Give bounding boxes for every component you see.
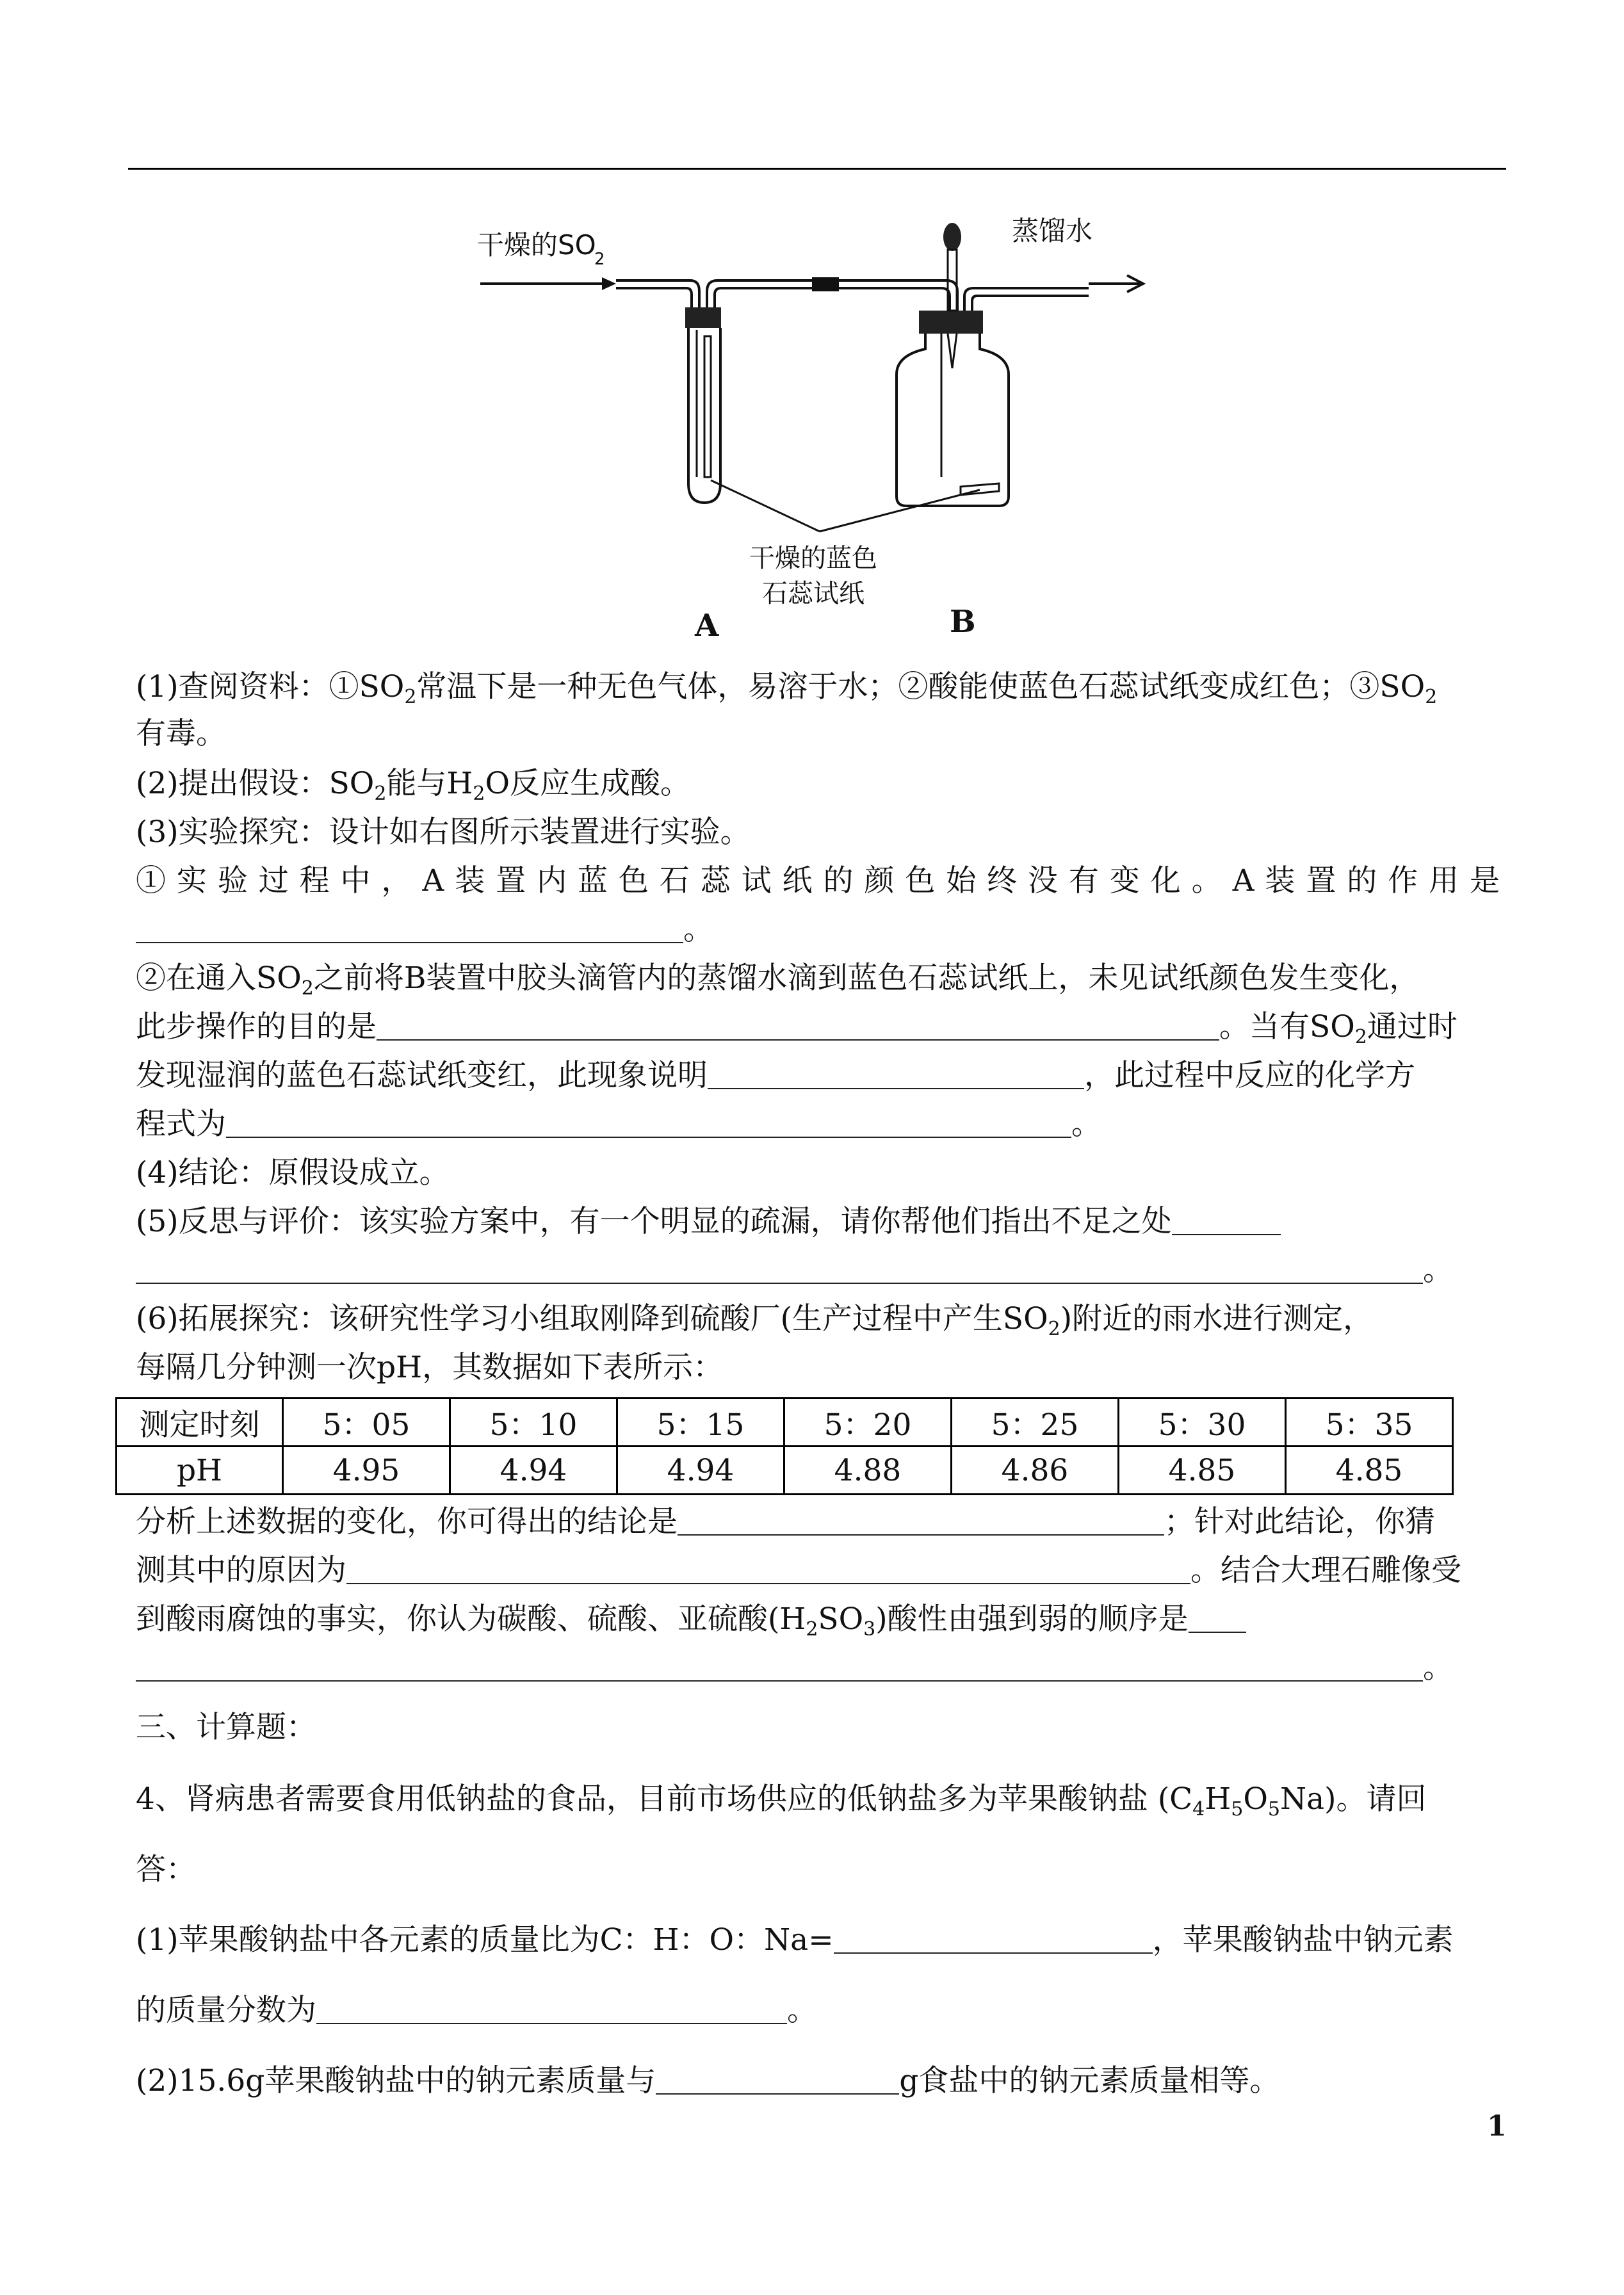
answer-blank-order-start[interactable]	[1189, 1603, 1246, 1633]
step3-q1: ①实验过程中，A装置内蓝色石蕊试纸的颜色始终没有变化。A装置的作用是	[136, 863, 1500, 898]
answer-blank-equation[interactable]	[226, 1108, 1071, 1138]
label-a: A	[695, 608, 719, 640]
table-cell: 5：10	[450, 1399, 617, 1447]
answer-blank-flaw[interactable]	[136, 1254, 1423, 1284]
rubber-joint	[812, 277, 839, 291]
table-cell: 5：05	[283, 1399, 450, 1447]
table-cell: 5：15	[617, 1399, 784, 1447]
table-row-ph	[117, 1447, 1453, 1495]
answer-blank-salt-mass[interactable]	[656, 2065, 899, 2095]
inlet-arrowhead	[602, 277, 616, 290]
tube-a-inlet	[616, 280, 699, 307]
answer-blank-a-purpose[interactable]	[136, 914, 683, 943]
dropper-bulb	[943, 223, 961, 251]
analysis-line4: 。	[136, 1649, 1500, 1687]
table-cell: 4.88	[784, 1447, 952, 1495]
step3-q2-line2: 此步操作的目的是 。当有$SO_2$通过时	[136, 1009, 1458, 1048]
table-cell: 4.85	[1286, 1447, 1453, 1495]
dropper-tip	[948, 334, 957, 368]
pointer-line-b	[820, 490, 980, 531]
calc-q4-line1: 4、肾病患者需要食用低钠盐的食品，目前市场供应的低钠盐多为苹果酸钠盐 $(C_4H_5O_5Na)$。请回	[136, 1781, 1427, 1821]
table-cell: 4.85	[1119, 1447, 1286, 1495]
step4-conclusion: (4)结论：原假设成立。	[136, 1155, 450, 1190]
label-b: B	[950, 604, 976, 640]
step6-line2: 每隔几分钟测一次pH，其数据如下表所示：	[136, 1350, 724, 1385]
label-dry-so2: 干燥的SO	[477, 229, 596, 261]
step3-setup: (3)实验探究：设计如右图所示装置进行实验。	[136, 815, 751, 850]
calc-p1-line1: (1)苹果酸钠盐中各元素的质量比为C：H：O：Na= ，苹果酸钠盐中钠元素	[136, 1922, 1454, 1958]
step1-line1: (1)查阅资料：$①SO_2$常温下是一种无色气体，易溶于水；②酸能使蓝色石蕊试纸变成红色；$③SO_2$	[136, 669, 1438, 708]
step3-q2-line3: 发现湿润的蓝色石蕊试纸变红，此现象说明 ，此过程中反应的化学方	[136, 1058, 1415, 1093]
answer-blank-phenomenon[interactable]	[708, 1060, 1084, 1089]
table-cell: 5：30	[1119, 1399, 1286, 1447]
table-header-ph: pH	[117, 1447, 283, 1495]
step1-line2: 有毒。	[136, 716, 226, 751]
table-cell: 4.94	[450, 1447, 617, 1495]
calc-p2: (2)15.6g苹果酸钠盐中的钠元素质量与 g食盐中的钠元素质量相等。	[136, 2063, 1280, 2098]
answer-blank-mass-ratio[interactable]	[834, 1924, 1153, 1954]
step3-q1-blank-line: 。	[136, 911, 1500, 949]
answer-blank-acid-order[interactable]	[136, 1652, 1423, 1682]
answer-blank-flaw-start[interactable]	[1172, 1206, 1281, 1235]
step6-line1: (6)拓展探究：该研究性学习小组取刚降到硫酸厂(生产过程中产生$SO_2$)附近的雨水进行测定，	[136, 1301, 1374, 1340]
table-header-time: 测定时刻	[117, 1399, 283, 1447]
table-cell: 4.94	[617, 1447, 784, 1495]
apparatus-figure	[448, 202, 1185, 640]
analysis-line1: 分析上述数据的变化，你可得出的结论是 ；针对此结论，你猜	[136, 1504, 1435, 1539]
answer-blank-mass-fraction[interactable]	[316, 1995, 787, 2024]
calc-q4-line2: 答：	[136, 1852, 196, 1887]
page-number: 1	[1487, 2110, 1507, 2143]
stopper-b	[919, 311, 983, 334]
label-distilled-water: 蒸馏水	[1012, 215, 1093, 247]
step5-reflection: (5)反思与评价：该实验方案中，有一个明显的疏漏，请你帮他们指出不足之处	[136, 1203, 1500, 1241]
label-dry-so2-sub: 2	[594, 250, 605, 269]
calc-p1-line2: 的质量分数为 。	[136, 1993, 817, 2028]
table-cell: 4.86	[952, 1447, 1119, 1495]
step3-q2-line1: ②在通入$SO_2$之前将B装置中胶头滴管内的蒸馏水滴到蓝色石蕊试纸上，未见试纸颜色发生变化，	[136, 961, 1420, 1000]
label-paper-line1: 干燥的蓝色	[749, 544, 877, 573]
answer-blank-reason[interactable]	[346, 1555, 1190, 1584]
header-rule	[128, 168, 1506, 170]
step2-hypothesis: (2)提出假设：$SO_2$能与$H_2O$反应生成酸。	[136, 766, 691, 805]
step5-blank-line: 。	[136, 1251, 1500, 1290]
step3-q2-line4: 程式为 。	[136, 1107, 1101, 1142]
table-cell: 5：25	[952, 1399, 1119, 1447]
table-cell: 5：35	[1286, 1399, 1453, 1447]
stopper-a	[685, 307, 721, 328]
outlet-pipe	[964, 288, 1089, 311]
litmus-paper-a	[704, 336, 711, 477]
pointer-line-a	[711, 480, 820, 531]
table-row-times	[117, 1399, 1453, 1447]
label-paper-line2: 石蕊试纸	[762, 579, 865, 608]
apparatus-diagram	[448, 202, 1185, 640]
table-cell: 5：20	[784, 1399, 952, 1447]
answer-blank-step-purpose[interactable]	[377, 1011, 1219, 1041]
calc-heading: 三、计算题：	[136, 1710, 316, 1745]
analysis-line3: 到酸雨腐蚀的事实，你认为碳酸、硫酸、亚硫酸$(H_2SO_3)$酸性由强到弱的顺序是	[136, 1600, 1500, 1649]
ph-table	[115, 1397, 1454, 1495]
table-cell: 4.95	[283, 1447, 450, 1495]
answer-blank-conclusion[interactable]	[678, 1506, 1164, 1536]
analysis-line2: 测其中的原因为 。结合大理石雕像受	[136, 1553, 1461, 1588]
